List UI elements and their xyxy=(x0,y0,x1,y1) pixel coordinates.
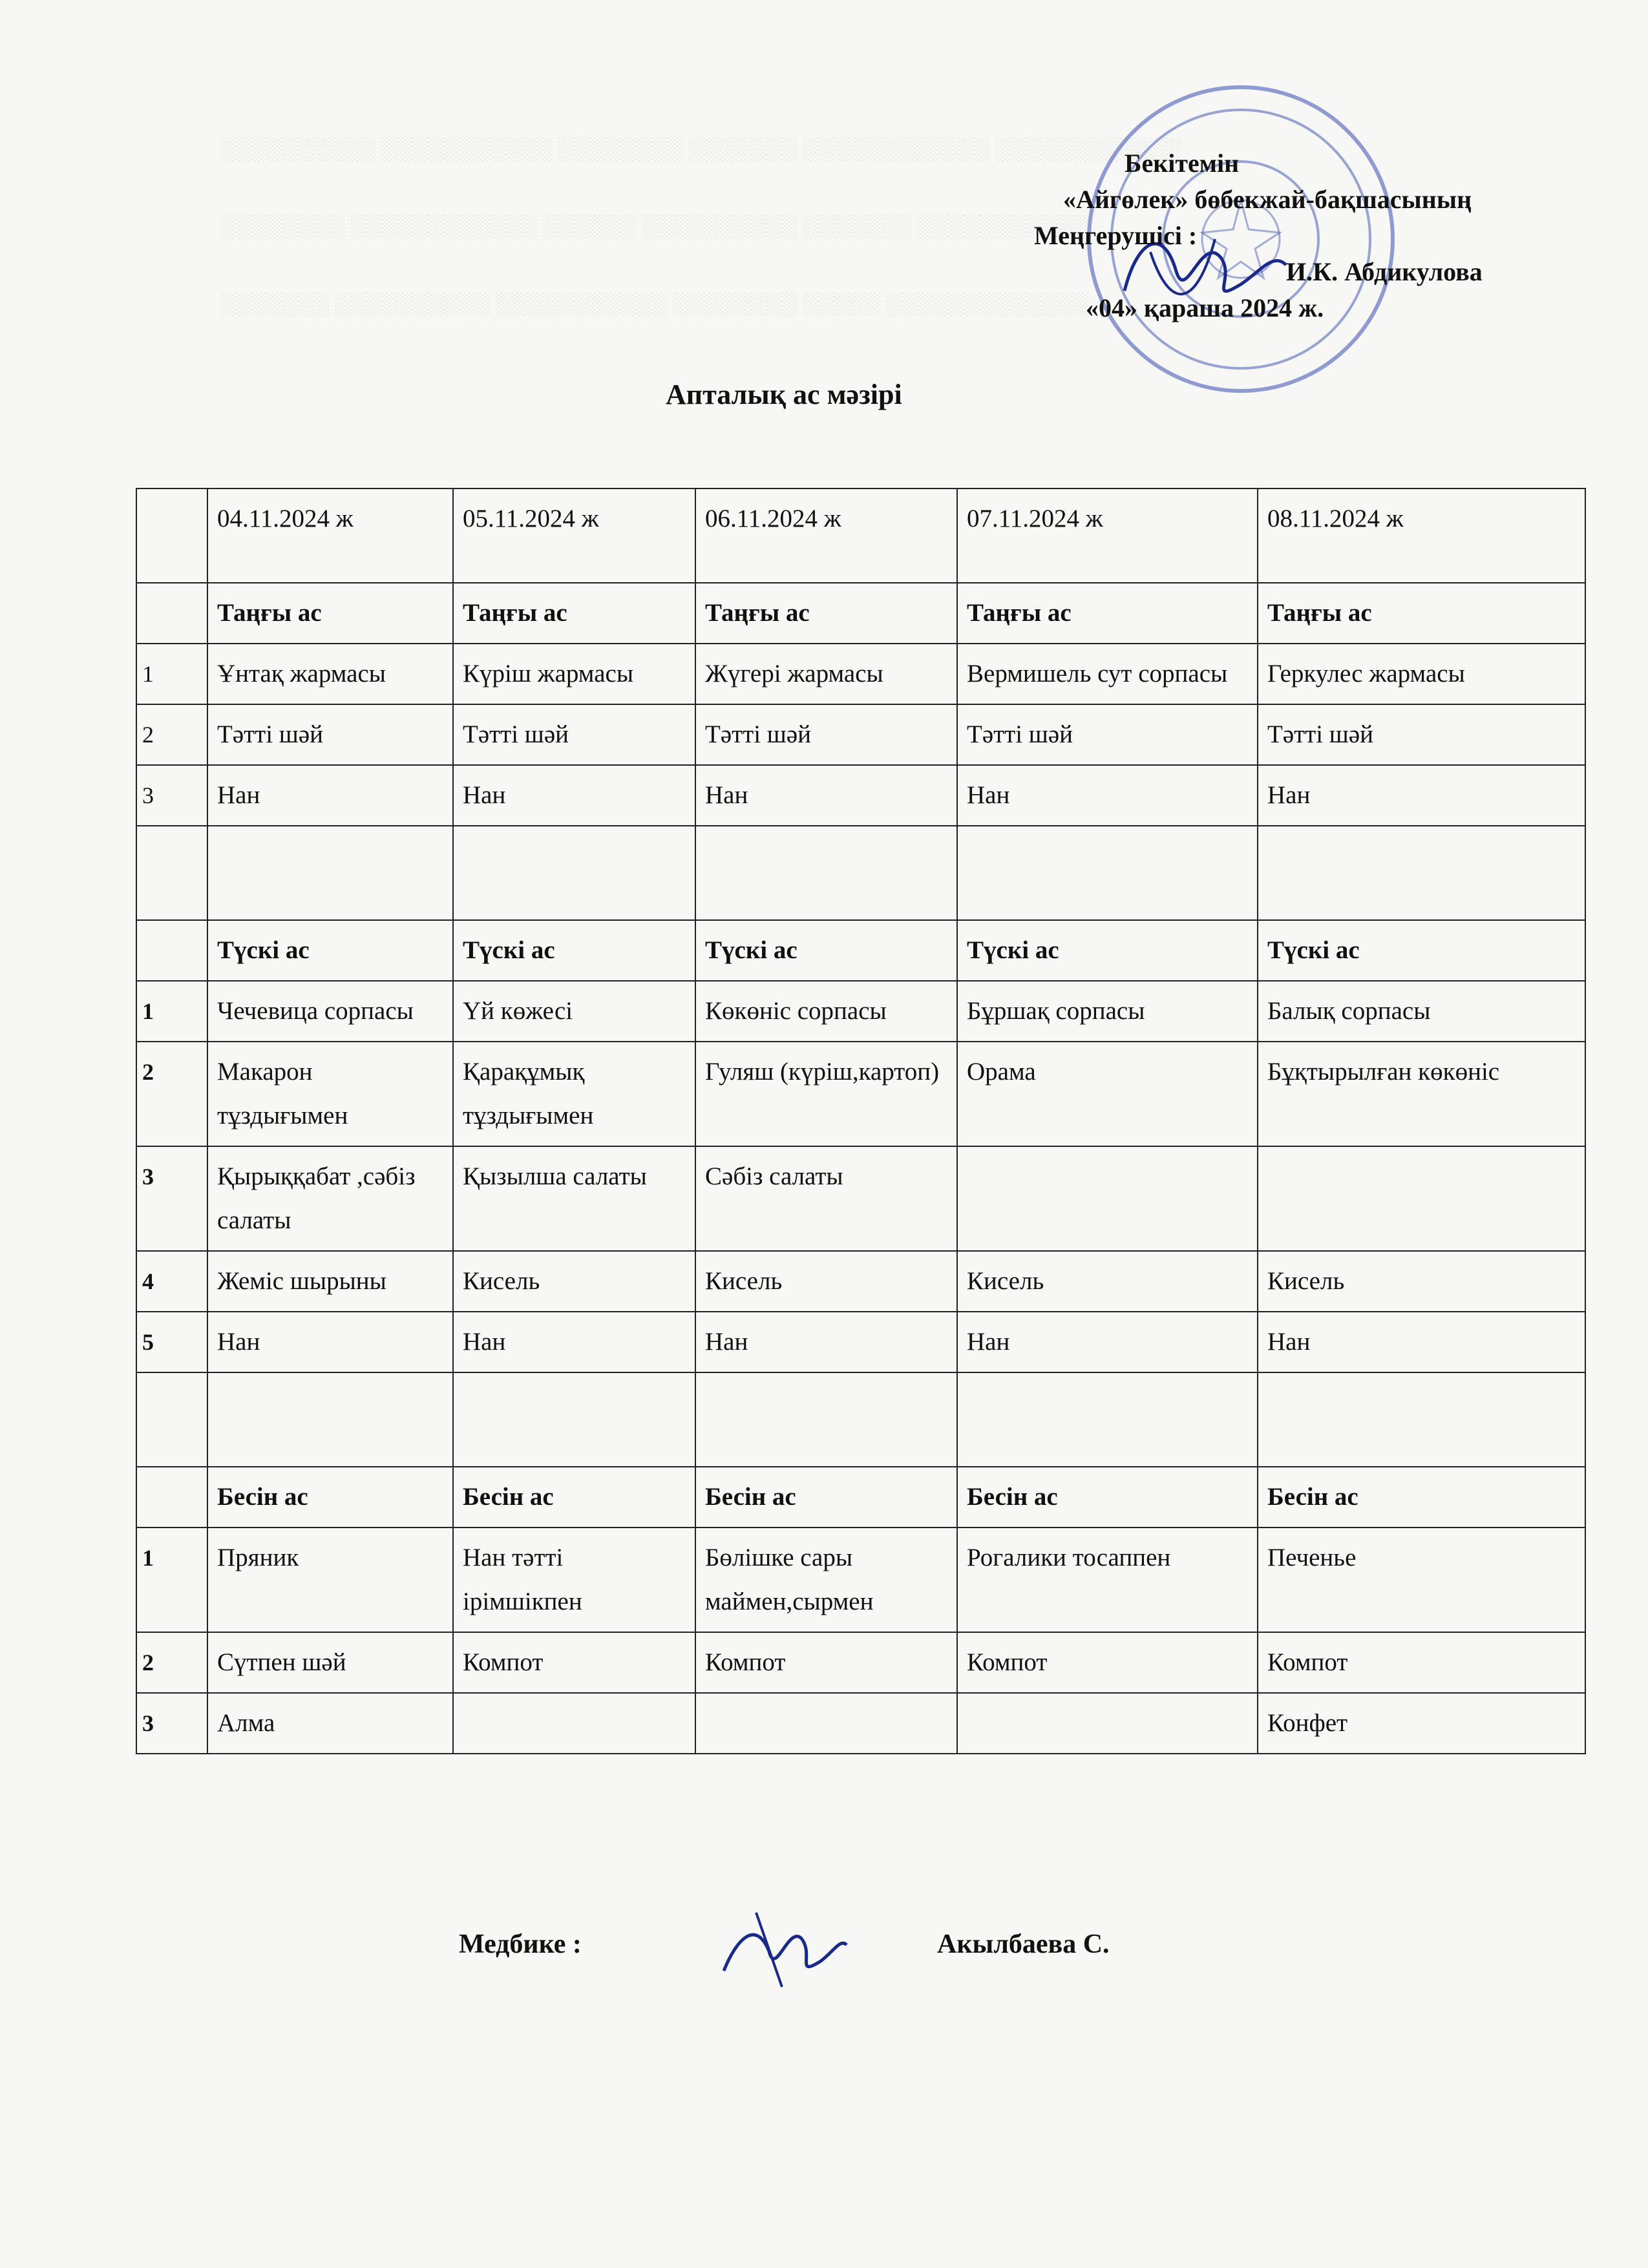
menu-item: Компот xyxy=(1258,1632,1585,1693)
menu-table xyxy=(136,488,1586,1754)
menu-item: Макарон тұздығымен xyxy=(207,1042,453,1146)
nurse-signature xyxy=(711,1900,853,1997)
empty-cell xyxy=(1258,826,1585,920)
row-number: 1 xyxy=(136,644,207,704)
menu-item: Сүтпен шәй xyxy=(207,1632,453,1693)
menu-item: Геркулес жармасы xyxy=(1258,644,1585,704)
section-spacer xyxy=(136,1372,1585,1467)
empty-cell xyxy=(957,826,1258,920)
row-number: 3 xyxy=(136,1693,207,1754)
dates-row xyxy=(136,488,1585,583)
row-number: 2 xyxy=(136,704,207,765)
empty-cell xyxy=(136,920,207,981)
menu-item: Печенье xyxy=(1258,1528,1585,1632)
snack-header: Бесін ас xyxy=(207,1467,453,1528)
breakfast-row xyxy=(136,704,1585,765)
approval-line3: Меңгерушісі : xyxy=(1034,221,1198,250)
empty-cell xyxy=(207,826,453,920)
breakfast-row xyxy=(136,644,1585,704)
snack-header: Бесін ас xyxy=(957,1467,1258,1528)
menu-item: Тәтті шәй xyxy=(695,704,957,765)
breakfast-row xyxy=(136,765,1585,826)
date-cell: 07.11.2024 ж xyxy=(957,488,1258,583)
lunch-row xyxy=(136,1146,1585,1251)
menu-item: Кисель xyxy=(695,1251,957,1312)
empty-cell xyxy=(136,583,207,644)
menu-item: Вермишель сут сорпасы xyxy=(957,644,1258,704)
lunch-header: Түскі ас xyxy=(695,920,957,981)
menu-item: Бөлішке сары маймен,сырмен xyxy=(695,1528,957,1632)
menu-item: Тәтті шәй xyxy=(453,704,695,765)
menu-item: Бұқтырылған көкөніс xyxy=(1258,1042,1585,1146)
menu-item: Орама xyxy=(957,1042,1258,1146)
row-number: 3 xyxy=(136,765,207,826)
empty-cell xyxy=(136,488,207,583)
menu-item: Көкөніс сорпасы xyxy=(695,981,957,1042)
menu-item: Жеміс шырыны xyxy=(207,1251,453,1312)
empty-cell xyxy=(136,1467,207,1528)
empty-cell xyxy=(1258,1372,1585,1467)
menu-item: Ұнтақ жармасы xyxy=(207,644,453,704)
menu-item: Қырыққабат ,сәбіз салаты xyxy=(207,1146,453,1251)
breakfast-header: Таңғы ас xyxy=(957,583,1258,644)
menu-item: Нан xyxy=(957,1312,1258,1372)
approval-date: «04» қараша 2024 ж. xyxy=(1086,293,1324,322)
row-number: 4 xyxy=(136,1251,207,1312)
date-cell: 08.11.2024 ж xyxy=(1258,488,1585,583)
menu-item: Конфет xyxy=(1258,1693,1585,1754)
row-number: 3 xyxy=(136,1146,207,1251)
breakfast-header: Таңғы ас xyxy=(1258,583,1585,644)
empty-cell xyxy=(453,826,695,920)
lunch-row xyxy=(136,1042,1585,1146)
snack-row xyxy=(136,1632,1585,1693)
menu-item: Кисель xyxy=(957,1251,1258,1312)
lunch-header: Түскі ас xyxy=(453,920,695,981)
menu-item: Қарақұмық тұздығымен xyxy=(453,1042,695,1146)
breakfast-header: Таңғы ас xyxy=(695,583,957,644)
menu-item: Нан тәтті ірімшікпен xyxy=(453,1528,695,1632)
snack-header: Бесін ас xyxy=(453,1467,695,1528)
menu-item: Кисель xyxy=(1258,1251,1585,1312)
row-number: 2 xyxy=(136,1042,207,1146)
lunch-header: Түскі ас xyxy=(207,920,453,981)
approval-name: И.К. Абдикулова xyxy=(1286,257,1483,286)
empty-cell xyxy=(136,826,207,920)
snack-row xyxy=(136,1528,1585,1632)
menu-item: Балық сорпасы xyxy=(1258,981,1585,1042)
menu-item: Кисель xyxy=(453,1251,695,1312)
menu-item: Нан xyxy=(695,1312,957,1372)
menu-item: Үй көжесі xyxy=(453,981,695,1042)
menu-item xyxy=(957,1146,1258,1251)
menu-item xyxy=(695,1693,957,1754)
menu-item: Нан xyxy=(695,765,957,826)
menu-item: Компот xyxy=(695,1632,957,1693)
menu-item xyxy=(957,1693,1258,1754)
menu-item: Нан xyxy=(957,765,1258,826)
menu-item: Алма xyxy=(207,1693,453,1754)
empty-cell xyxy=(207,1372,453,1467)
date-cell: 05.11.2024 ж xyxy=(453,488,695,583)
menu-item: Тәтті шәй xyxy=(207,704,453,765)
menu-item: Компот xyxy=(957,1632,1258,1693)
menu-item: Нан xyxy=(1258,1312,1585,1372)
empty-cell xyxy=(453,1372,695,1467)
breakfast-header-row xyxy=(136,583,1585,644)
date-cell: 06.11.2024 ж xyxy=(695,488,957,583)
row-number: 2 xyxy=(136,1632,207,1693)
menu-item: Компот xyxy=(453,1632,695,1693)
lunch-row xyxy=(136,981,1585,1042)
menu-item: Қызылша салаты xyxy=(453,1146,695,1251)
menu-item: Нан xyxy=(453,765,695,826)
menu-item xyxy=(453,1693,695,1754)
snack-header-row xyxy=(136,1467,1585,1528)
row-number: 1 xyxy=(136,981,207,1042)
menu-item: Нан xyxy=(207,1312,453,1372)
row-number: 1 xyxy=(136,1528,207,1632)
lunch-row xyxy=(136,1251,1585,1312)
lunch-header: Түскі ас xyxy=(1258,920,1585,981)
snack-header: Бесін ас xyxy=(695,1467,957,1528)
menu-item: Нан xyxy=(453,1312,695,1372)
lunch-header-row xyxy=(136,920,1585,981)
menu-item: Нан xyxy=(207,765,453,826)
footer-name: Акылбаева С. xyxy=(937,1929,1110,1959)
menu-item: Сәбіз салаты xyxy=(695,1146,957,1251)
empty-cell xyxy=(695,1372,957,1467)
menu-item xyxy=(1258,1146,1585,1251)
row-number: 5 xyxy=(136,1312,207,1372)
approval-line1: Бекітемін xyxy=(1125,149,1240,178)
menu-item: Тәтті шәй xyxy=(1258,704,1585,765)
lunch-header: Түскі ас xyxy=(957,920,1258,981)
breakfast-header: Таңғы ас xyxy=(453,583,695,644)
menu-item: Гуляш (күріш,картоп) xyxy=(695,1042,957,1146)
approval-line2: «Айгөлек» бөбекжай-бақшасының xyxy=(1063,185,1472,214)
menu-item: Нан xyxy=(1258,765,1585,826)
menu-item: Жүгері жармасы xyxy=(695,644,957,704)
breakfast-header: Таңғы ас xyxy=(207,583,453,644)
menu-item: Бұршақ сорпасы xyxy=(957,981,1258,1042)
menu-item: Рогалики тосаппен xyxy=(957,1528,1258,1632)
menu-item: Пряник xyxy=(207,1528,453,1632)
empty-cell xyxy=(957,1372,1258,1467)
section-spacer xyxy=(136,826,1585,920)
reverse-side-bleed: ░░░░░░░░░░ ░░░░░░░░░░░ ░░░░░░░░ ░░░░░░░ ░░░░░░░░░░░░ ░░░░░░░░░░░░ ░░░░░░░░ ░░░░░░░░░░░░ ░░░░░░ ░░░░░░░░░░ ░░░░░░░ ░░░░░░░░░░░ ░░░░░░░ ░░░░░░░░░░ ░░░░░░░░░░░ ░░░░░░░░ ░░░░░ ░░░░░░░░░░░░░ xyxy=(220,137,1181,316)
date-cell: 04.11.2024 ж xyxy=(207,488,453,583)
empty-cell xyxy=(136,1372,207,1467)
snack-header: Бесін ас xyxy=(1258,1467,1585,1528)
menu-item: Күріш жармасы xyxy=(453,644,695,704)
empty-cell xyxy=(695,826,957,920)
approval-block xyxy=(1034,145,1564,326)
menu-item: Чечевица сорпасы xyxy=(207,981,453,1042)
footer-role: Медбике : xyxy=(459,1929,582,1959)
page-title: Апталық ас мәзірі xyxy=(666,379,902,410)
snack-row xyxy=(136,1693,1585,1754)
menu-item: Тәтті шәй xyxy=(957,704,1258,765)
lunch-row xyxy=(136,1312,1585,1372)
